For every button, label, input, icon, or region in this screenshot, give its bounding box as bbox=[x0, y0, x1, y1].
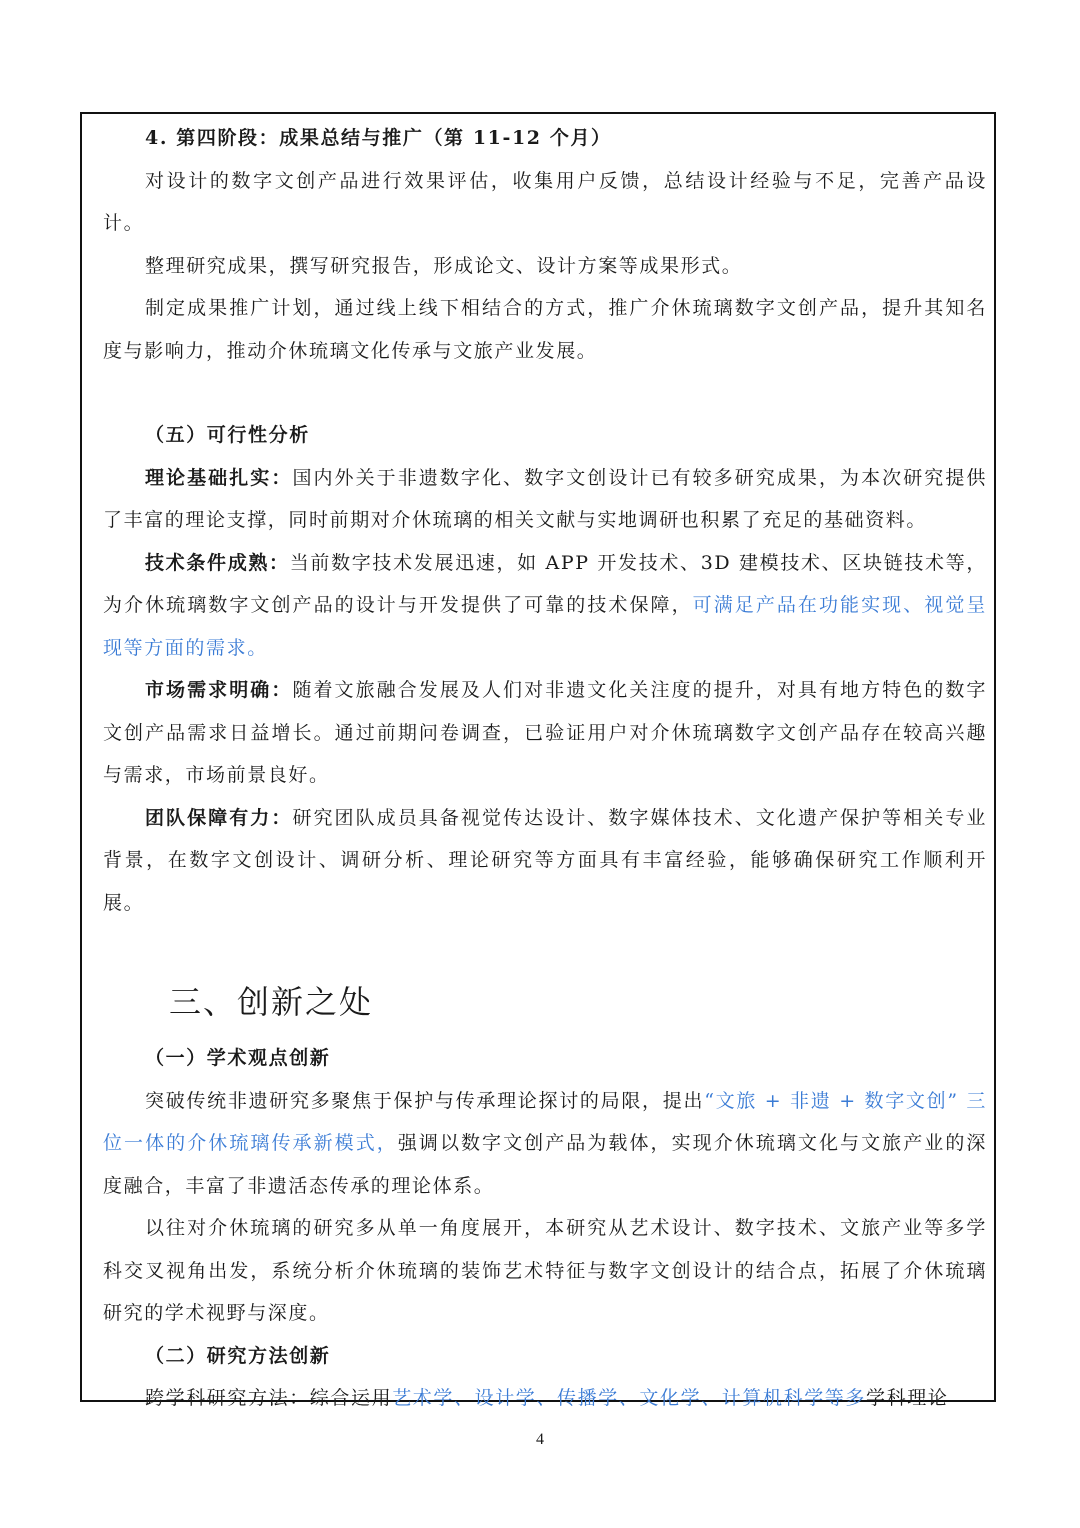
item-text: 国内外关于非遗数字化、数字文创设计已有较多研究成果，为本次研究提供了丰富的理论支撑，同时前期对介休琉璃的相关文献与实地调研也积累了充足的基础资料。 bbox=[103, 466, 987, 531]
feasibility-item-market bbox=[103, 669, 987, 797]
paragraph-text: 突破传统非遗研究多聚焦于保护与传承理论探讨的局限，提出 bbox=[145, 1089, 705, 1112]
innovation-sub1-paragraph-2: 以往对介休琉璃的研究多从单一角度展开，本研究从艺术设计、数字技术、文旅产业等多学科交叉视角出发，系统分析介休琉璃的装饰艺术特征与数字文创设计的结合点，拓展了介休琉璃研究的学术视野与深度。 bbox=[103, 1217, 987, 1324]
section-title-innovation: 三、创新之处 bbox=[169, 983, 374, 1021]
stage4-paragraph-3: 制定成果推广计划，通过线上线下相结合的方式，推广介休琉璃数字文创产品，提升其知名度与影响力，推动介休琉璃文化传承与文旅产业发展。 bbox=[103, 297, 987, 362]
innovation-sub1-paragraph-1 bbox=[103, 1080, 987, 1208]
stage4-paragraph-2: 整理研究成果，撰写研究报告，形成论文、设计方案等成果形式。 bbox=[145, 254, 743, 277]
innovation-sub1-heading: （一）学术观点创新 bbox=[145, 1047, 331, 1069]
spacer bbox=[103, 372, 987, 414]
page-number: 4 bbox=[536, 1431, 544, 1448]
stage4-heading: 4. 第四阶段：成果总结与推广（第 11-12 个月） bbox=[145, 127, 612, 149]
item-text: 当前数字技术发展迅速，如 APP 开发技术、3D 建模技术、区块链技术等，为介休琉璃数字文创产品的设计与开发提供了可靠的技术保障， bbox=[103, 551, 987, 616]
feasibility-item-theory bbox=[103, 457, 987, 542]
feasibility-item-team bbox=[103, 797, 987, 925]
spacer bbox=[103, 924, 987, 967]
innovation-sub2-heading: （二）研究方法创新 bbox=[145, 1344, 331, 1367]
innovation-sub2-paragraph-1 bbox=[103, 1377, 987, 1420]
item-text: 研究团队成员具备视觉传达设计、数字媒体技术、文化遗产保护等相关专业背景，在数字文创设计、调研分析、理论研究等方面具有丰富经验，能够确保研究工作顺利开展。 bbox=[103, 806, 987, 914]
paragraph-text: 跨学科研究方法：综合运用 bbox=[145, 1387, 393, 1409]
paragraph-text: 强调以数字文创产品为载体，实现介休琉璃文化与文旅产业的深度融合，丰富了非遗活态传承的理论体系。 bbox=[103, 1132, 987, 1197]
feasibility-item-technology bbox=[103, 542, 987, 670]
page-content bbox=[103, 117, 987, 1420]
item-text: 随着文旅融合发展及人们对非遗文化关注度的提升，对具有地方特色的数字文创产品需求日益增长。通过前期问卷调查，已验证用户对介休琉璃数字文创产品存在较高兴趣与需求，市场前景良好。 bbox=[103, 679, 987, 786]
feasibility-heading: （五）可行性分析 bbox=[145, 424, 310, 446]
item-label: 团队保障有力： bbox=[145, 806, 293, 829]
item-label: 理论基础扎实： bbox=[145, 466, 293, 489]
stage4-paragraph-1: 对设计的数字文创产品进行效果评估，收集用户反馈，总结设计经验与不足，完善产品设计。 bbox=[103, 169, 987, 234]
item-label: 技术条件成熟： bbox=[145, 551, 290, 574]
highlight-text: 可满足产品在功能实现、视觉呈现等方面的需求。 bbox=[103, 594, 987, 659]
item-label: 市场需求明确： bbox=[145, 679, 293, 701]
paragraph-text: 学科理论 bbox=[866, 1387, 949, 1409]
highlight-text: 艺术学、设计学、传播学、文化学、计算机科学等多 bbox=[392, 1387, 867, 1409]
highlight-text: “文旅 + 非遗 + 数字文创” 三位一体的介休琉璃传承新模式， bbox=[103, 1089, 987, 1154]
